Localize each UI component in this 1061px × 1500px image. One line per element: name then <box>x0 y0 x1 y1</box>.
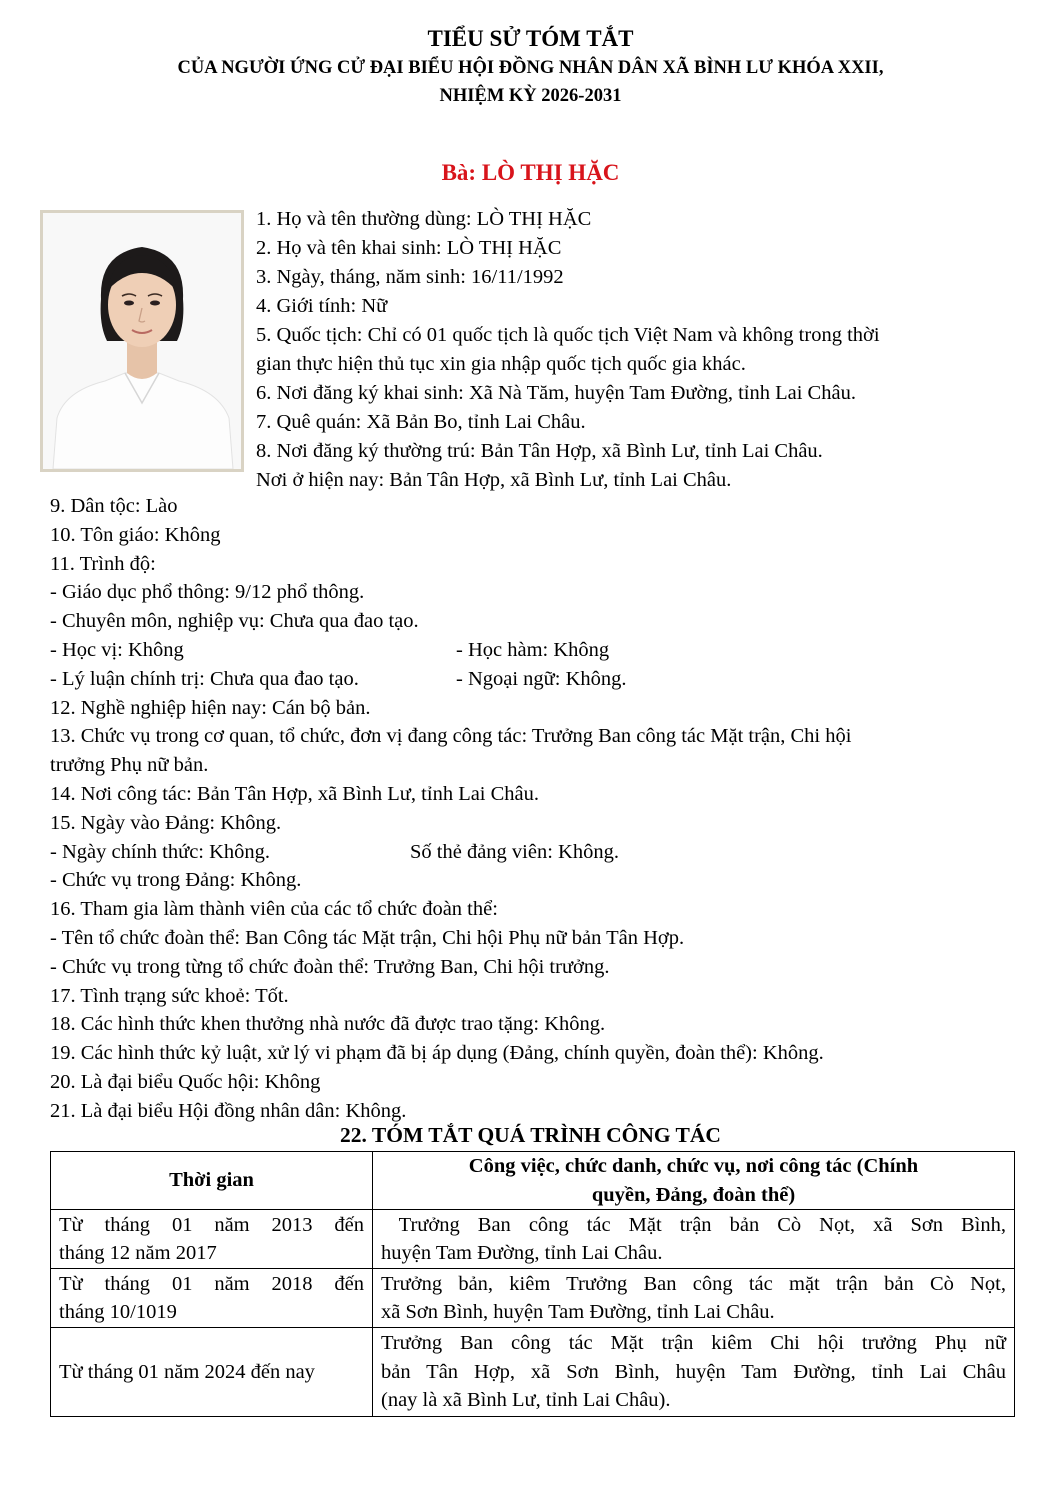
item-foreign-language: - Ngoại ngữ: Không. <box>456 667 627 690</box>
person-heading: Bà: LÒ THỊ HẶC <box>441 160 620 185</box>
item-party-row <box>50 838 1015 867</box>
document-subtitle-line2: NHIỆM KỲ 2026-2031 <box>439 86 622 106</box>
info-hometown: 7. Quê quán: Xã Bản Bo, tỉnh Lai Châu. <box>256 411 586 433</box>
item-party-position: - Chức vụ trong Đảng: Không. <box>50 869 302 892</box>
item-ethnicity: 9. Dân tộc: Lào <box>50 495 178 517</box>
item-party-card-number: Số thẻ đảng viên: Không. <box>410 840 619 863</box>
info-current-residence: Nơi ở hiện nay: Bản Tân Hợp, xã Bình Lư, tỉnh Lai Châu. <box>256 469 732 491</box>
item-peoples-council: 21. Là đại biểu Hội đồng nhân dân: Không. <box>50 1099 407 1122</box>
column-header-job-line2: quyền, Đảng, đoàn thể) <box>591 1183 796 1206</box>
item-academic-title: - Học hàm: Không <box>456 638 610 661</box>
item-religion: 10. Tôn giáo: Không <box>50 523 221 546</box>
document-subtitle-line1: CỦA NGƯỜI ỨNG CỬ ĐẠI BIỂU HỘI ĐỒNG NHÂN DÂN XÃ BÌNH LƯ KHÓA XXII, <box>177 58 884 78</box>
info-nationality-line2: gian thực hiện thủ tục xin gia nhập quốc tịch quốc gia khác. <box>256 353 746 375</box>
item-organization-names: - Tên tổ chức đoàn thể: Ban Công tác Mặt trận, Chi hội Phụ nữ bản Tân Hợp. <box>50 926 685 949</box>
row-job <box>373 1328 1015 1417</box>
item-general-education: - Giáo dục phổ thông: 9/12 phổ thông. <box>50 581 365 604</box>
item-national-assembly: 20. Là đại biểu Quốc hội: Không <box>50 1070 321 1093</box>
portrait-image <box>43 213 241 469</box>
table-row <box>51 1210 1015 1269</box>
info-permanent-residence: 8. Nơi đăng ký thường trú: Bản Tân Hợp, xã Bình Lư, tỉnh Lai Châu. <box>256 440 823 462</box>
row-time-line2: tháng 12 năm 2017 <box>59 1242 217 1265</box>
row-time-line1: Từ tháng 01 năm 2024 đến nay <box>59 1360 315 1383</box>
row-time <box>51 1328 373 1417</box>
column-header-job-line1: Công việc, chức danh, chức vụ, nơi công tác (Chính <box>468 1155 919 1177</box>
table-row <box>51 1328 1015 1417</box>
item-discipline: 19. Các hình thức kỷ luật, xử lý vi phạm đã bị áp dụng (Đảng, chính quyền, đoàn thể): Không. <box>50 1042 824 1065</box>
row-time-line2: tháng 10/1019 <box>59 1301 177 1324</box>
portrait-photo <box>40 210 244 472</box>
item-position-line2: trưởng Phụ nữ bản. <box>50 754 209 777</box>
row-time-line1: Từ tháng 01 năm 2018 đến <box>59 1272 364 1295</box>
column-header-job <box>373 1152 1015 1210</box>
item-political-theory: - Lý luận chính trị: Chưa qua đao tạo. <box>50 667 359 690</box>
row-job-line2: bản Tân Hợp, xã Sơn Bình, huyện Tam Đường, tỉnh Lai Châu <box>381 1360 1006 1383</box>
row-job-line3: (nay là xã Bình Lư, tỉnh Lai Châu). <box>381 1389 671 1412</box>
row-time <box>51 1210 373 1269</box>
table-row <box>51 1269 1015 1328</box>
item-politics-row <box>50 665 1015 694</box>
row-time-line1: Từ tháng 01 năm 2013 đến <box>59 1213 364 1236</box>
row-job <box>373 1269 1015 1328</box>
table-header-row <box>51 1152 1015 1210</box>
column-header-time: Thời gian <box>51 1152 373 1210</box>
row-job-line2: huyện Tam Đường, tỉnh Lai Châu. <box>381 1242 663 1265</box>
item-workplace: 14. Nơi công tác: Bản Tân Hợp, xã Bình Lư, tỉnh Lai Châu. <box>50 782 540 805</box>
work-history-table <box>50 1151 1015 1417</box>
row-time <box>51 1269 373 1328</box>
work-history-title: 22. TÓM TẮT QUÁ TRÌNH CÔNG TÁC <box>340 1123 721 1147</box>
item-occupation: 12. Nghề nghiệp hiện nay: Cán bộ bản. <box>50 696 371 719</box>
item-party-join-date: 15. Ngày vào Đảng: Không. <box>50 811 282 834</box>
item-health: 17. Tình trạng sức khoẻ: Tốt. <box>50 984 289 1007</box>
document-title: TIỂU SỬ TÓM TẮT <box>427 26 634 51</box>
info-common-name: 1. Họ và tên thường dùng: LÒ THỊ HẶC <box>256 208 592 230</box>
info-birth-registration: 6. Nơi đăng ký khai sinh: Xã Nà Tăm, huyện Tam Đường, tỉnh Lai Châu. <box>256 382 856 404</box>
item-education-heading: 11. Trình độ: <box>50 552 156 575</box>
info-birth-name: 2. Họ và tên khai sinh: LÒ THỊ HẶC <box>256 237 562 259</box>
item-awards: 18. Các hình thức khen thưởng nhà nước đã được trao tặng: Không. <box>50 1013 606 1036</box>
detail-info-block <box>50 492 1015 1126</box>
info-nationality-line1: 5. Quốc tịch: Chỉ có 01 quốc tịch là quốc tịch Việt Nam và không trong thời <box>256 324 880 346</box>
item-party-official-date: - Ngày chính thức: Không. <box>50 840 271 863</box>
row-job-line1: Trưởng Ban công tác Mặt trận kiêm Chi hội trưởng Phụ nữ <box>381 1332 1006 1355</box>
row-job-line1: Trưởng Ban công tác Mặt trận bản Cò Nọt, xã Sơn Bình, <box>381 1213 1006 1236</box>
item-degree-row <box>50 636 1015 665</box>
info-gender: 4. Giới tính: Nữ <box>256 295 388 317</box>
info-date-of-birth: 3. Ngày, tháng, năm sinh: 16/11/1992 <box>256 266 564 288</box>
item-degree: - Học vị: Không <box>50 638 184 661</box>
item-organization-roles: - Chức vụ trong từng tổ chức đoàn thể: Trưởng Ban, Chi hội trưởng. <box>50 955 610 978</box>
item-organizations-heading: 16. Tham gia làm thành viên của các tổ chức đoàn thể: <box>50 898 498 921</box>
row-job <box>373 1210 1015 1269</box>
item-position-line1: 13. Chức vụ trong cơ quan, tổ chức, đơn vị đang công tác: Trưởng Ban công tác Mặt trận, Chi hội <box>50 725 852 748</box>
row-job-line1: Trưởng bản, kiêm Trưởng Ban công tác mặt trận bản Cò Nọt, <box>381 1272 1006 1295</box>
row-job-line2: xã Sơn Bình, huyện Tam Đường, tỉnh Lai Châu. <box>381 1301 775 1324</box>
basic-info-block <box>256 205 1016 495</box>
item-professional-training: - Chuyên môn, nghiệp vụ: Chưa qua đao tạo. <box>50 610 419 633</box>
